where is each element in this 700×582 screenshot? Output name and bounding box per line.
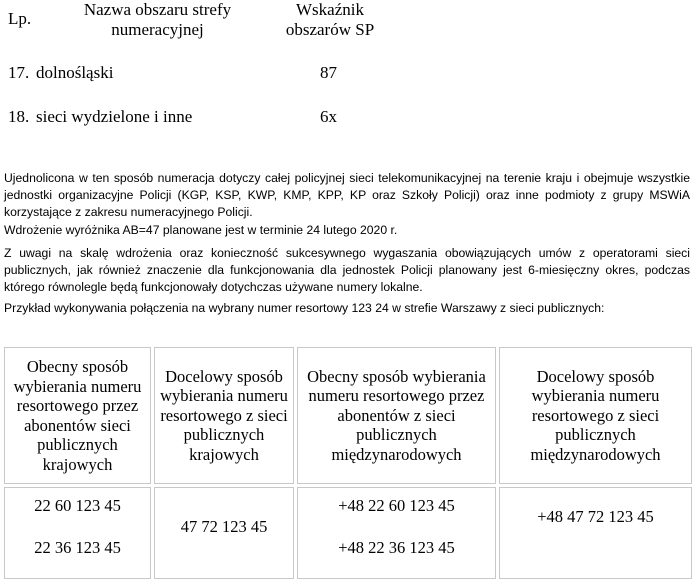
header-target-domestic [154, 347, 294, 484]
header-current-domestic [4, 347, 151, 484]
header-target-international [499, 347, 692, 484]
header-label: Obecny sposób wybierania numeru resortowego przez abonentów z sieci publicznych międzynarodowych [307, 366, 486, 464]
header-current-international [297, 347, 496, 484]
value-cell-current-international [297, 487, 496, 579]
phone-number: 22 60 123 45 [34, 496, 121, 515]
row-zone-name: dolnośląski [36, 63, 114, 82]
row-lp: 18. [8, 107, 30, 126]
header-zone-name: Nazwa obszaru strefy numeracyjnej [83, 0, 232, 39]
header-indicator: Wskaźnik obszarów SP [285, 0, 375, 39]
row-indicator: 6x [320, 107, 337, 126]
phone-number: 22 36 123 45 [34, 538, 121, 557]
value-cell-target-domestic [154, 487, 294, 579]
paragraph-scope: Ujednolicona w ten sposób numeracja dotyczy całej policyjnej sieci telekomunikacyjnej na terenie kraju i obejmuje wszystkie jednostki organizacyjne Policji (KGP, KSP, KWP, KMP, KPP, KP oraz Szkoły Policji) oraz inne podmioty z grupy MSWiA korzystające z zakresu numeracyjnego Policji. [4, 171, 690, 219]
phone-number: +48 22 36 123 45 [338, 538, 455, 557]
phone-number: 47 72 123 45 [180, 517, 268, 536]
paragraph-transition-period: Z uwagi na skalę wdrożenia oraz konieczność sukcesywnego wygaszania obowiązujących umów z operatorami sieci publicznych, jak również znaczenie dla funkcjonowania dla jednostek Policji planowany jest 6-miesięczny okres, podczas którego równolegle będą funkcjonowały dotychczas używane numery lokalne. [4, 246, 690, 294]
paragraph-example-intro: Przykład wykonywania połączenia na wybrany numer resortowy 123 24 w strefie Warszawy z sieci publicznych: [4, 301, 605, 315]
row-indicator: 87 [320, 63, 337, 82]
header-label: Docelowy sposób wybierania numeru resortowego z sieci publicznych międzynarodowych [530, 366, 661, 464]
phone-number: +48 22 60 123 45 [338, 496, 455, 515]
row-lp: 17. [8, 63, 30, 82]
header-lp: Lp. [8, 9, 32, 28]
header-label: Obecny sposób wybierania numeru resortowego przez abonentów sieci publicznych krajowych [13, 357, 142, 474]
paragraph-deployment-date: Wdrożenie wyróżnika AB=47 planowane jest w terminie 24 lutego 2020 r. [4, 223, 398, 237]
row-zone-name: sieci wydzielone i inne [36, 107, 193, 126]
phone-number: +48 47 72 123 45 [537, 507, 654, 526]
dialing-example-table [4, 347, 692, 579]
value-cell-current-domestic [4, 487, 151, 579]
value-cell-target-international [499, 487, 692, 579]
header-label: Docelowy sposób wybierania numeru resortowego z sieci publicznych krajowych [160, 366, 288, 464]
